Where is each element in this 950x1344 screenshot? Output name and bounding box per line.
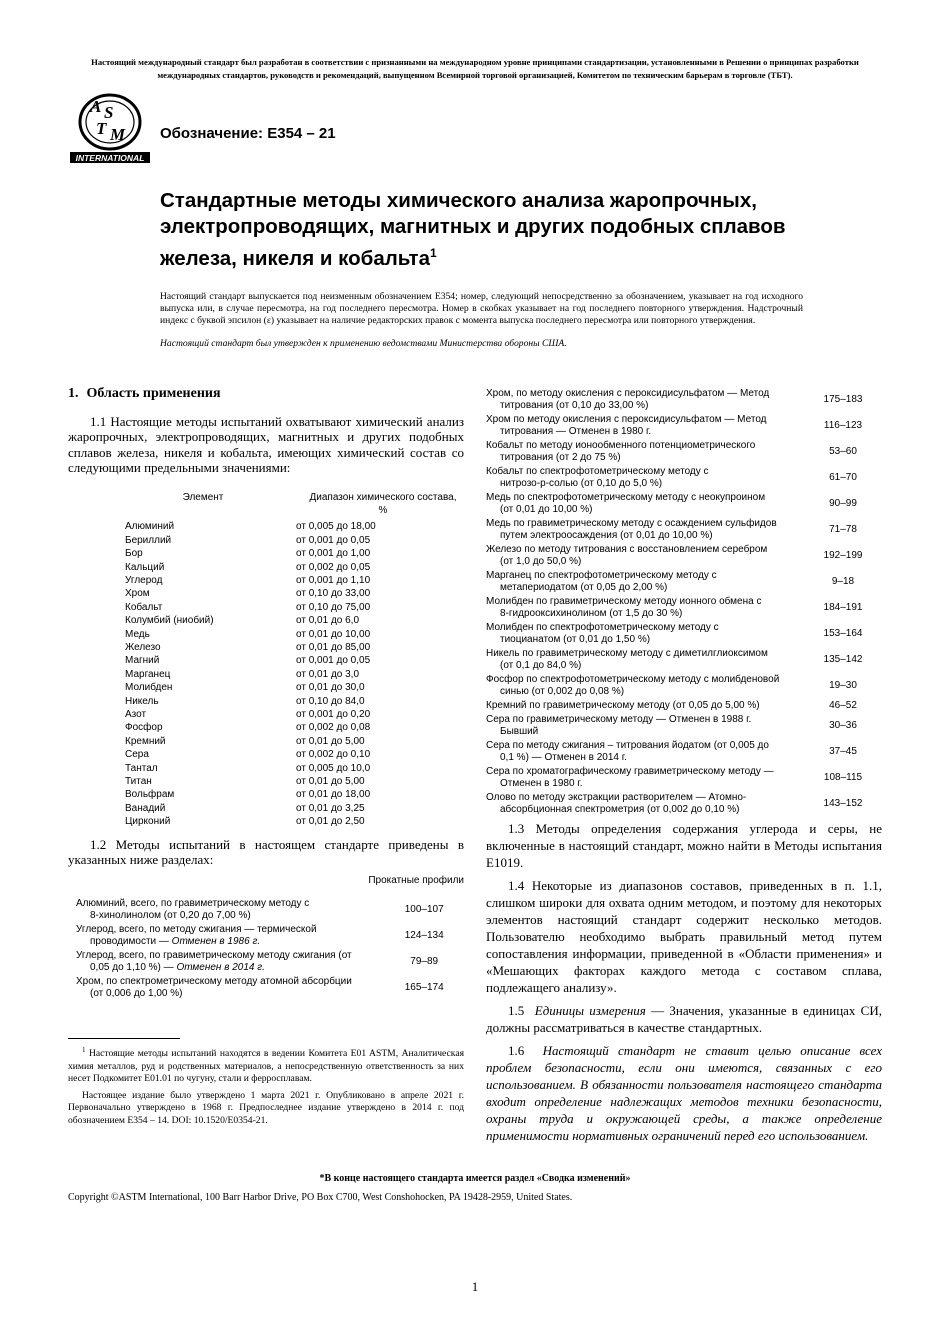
element-range: от 0,01 до 85,00	[296, 641, 371, 653]
method-line-1: Никель по гравиметрическому методу с диметилглиоксимом	[486, 647, 768, 659]
method-row	[486, 766, 882, 790]
method-line-2-text: (от 0,006 до 1,00 %)	[90, 988, 183, 1000]
title-text: Стандартные методы химического анализа жаропрочных, электропроводящих, магнитных и других подобных сплавов железа, никеля и кобальта	[160, 189, 786, 270]
elements-table	[68, 491, 464, 829]
element-row	[68, 721, 464, 734]
logo-letter-a: A	[90, 97, 102, 116]
title-footnote-mark: 1	[430, 246, 437, 260]
element-range: от 0,01 до 10,00	[296, 628, 371, 640]
element-name: Железо	[125, 641, 161, 653]
method-line-1: Хром по методу окисления с пероксидисульфатом — Метод	[486, 413, 767, 425]
method-description	[486, 388, 806, 412]
method-row	[486, 700, 882, 712]
method-line-2-text: 0,05 до 1,10 %) —	[90, 962, 177, 974]
element-range: от 0,001 до 1,00	[296, 548, 371, 560]
method-sections: 46–52	[829, 699, 857, 711]
method-row	[486, 518, 882, 542]
element-name: Титан	[125, 776, 152, 788]
element-name: Бор	[125, 548, 143, 560]
method-line-1: Сера по хроматографическому гравиметрическому методу —	[486, 765, 774, 777]
method-row	[486, 622, 882, 646]
method-description	[68, 924, 384, 948]
method-line-2: метапериодатом (от 0,05 до 2,00 %)	[500, 581, 668, 593]
element-row	[68, 748, 464, 761]
right-paragraphs	[486, 820, 882, 1144]
method-row	[486, 648, 882, 672]
right-column	[486, 388, 882, 1144]
method-line-2: титрования — Отменен в 1980 г.	[500, 426, 652, 438]
method-row	[486, 492, 882, 516]
element-range: от 0,10 до 33,00	[296, 588, 371, 600]
method-line-1: Молибден по гравиметрическому методу ионного обмена с	[486, 595, 762, 607]
element-row	[68, 628, 464, 641]
method-line-2: (от 0,01 до 10,00 %)	[500, 504, 593, 516]
method-line-1: Кобальт по спектрофотометрическому методу с	[486, 465, 709, 477]
method-line-2: 8-гидрооксихинолином (от 1,5 до 30 %)	[500, 607, 683, 619]
method-line-2: путем электроосаждения (от 0,01 до 10,00 %)	[500, 530, 713, 542]
element-range: от 0,01 до 5,00	[296, 776, 365, 788]
footnote-divider	[68, 1038, 180, 1039]
element-row	[68, 802, 464, 815]
footnotes	[68, 1044, 464, 1127]
element-row	[68, 654, 464, 667]
element-range: от 0,001 до 1,10	[296, 574, 371, 586]
methods-table-left	[68, 898, 464, 1000]
method-row	[486, 570, 882, 594]
left-column	[68, 386, 464, 1002]
element-range: от 0,01 до 6,0	[296, 615, 360, 627]
paragraph-1-5-number: 1.5	[508, 1002, 525, 1018]
method-sections: 37–45	[829, 745, 857, 757]
method-line-1: Кобальт по методу ионообменного потенциометрического	[486, 439, 756, 451]
element-range: от 0,01 до 30,0	[296, 682, 365, 694]
footnote-1-text: Настоящие методы испытаний находятся в ведении Комитета E01 ASTM, Аналитическая химия металлов, руд и родственных материалов, а непосредственную ответственность за них несет Подкомитет E01.01 по чугуну, стали и ферросплавам.	[68, 1048, 464, 1085]
method-line-2: титрования (от 0,10 до 33,00 %)	[500, 400, 649, 412]
footnote-1	[68, 1044, 464, 1086]
method-sections: 192–199	[823, 549, 863, 561]
method-description	[486, 714, 806, 738]
method-line-2: абсорбционная спектрометрия (от 0,002 до 0,10 %)	[500, 803, 740, 815]
international-standard-notice: Настоящий международный стандарт был разработан в соответствии с признанными на международном уровне принципами стандартизации, установленными в Решении о принципах разработки международных стандартов, руководств и рекомендаций, выпущенном Всемирной торговой организацией, Комитетом по техническим барьерам в торговле (ТБТ).	[91, 57, 859, 80]
paragraph-1-5	[486, 1002, 882, 1036]
method-sections: 165–174	[404, 982, 444, 994]
method-sections: 9–18	[831, 575, 855, 587]
issue-note-block	[160, 291, 803, 350]
method-sections: 71–78	[829, 523, 857, 535]
logo-letter-s: S	[104, 103, 114, 122]
method-description	[486, 766, 806, 790]
elements-table-header	[68, 491, 464, 518]
paragraph-1-1: 1.1 Настоящие методы испытаний охватывают химический анализ жаропрочных, электропроводящих, магнитных и других подобных сплавов железа, никеля и кобальта, имеющих химический состав со следующими предельными значениями:	[68, 413, 464, 475]
method-status: Отменен в 2014 г.	[176, 962, 265, 974]
paragraph-1-4: 1.4 Некоторые из диапазонов составов, приведенных в п. 1.1, слишком широки для охвата одним методом, и поэтому для некоторых элементов настоящий стандарт содержит несколько методов. Пользователю необходимо выбрать правильный метод путем сопоставления информации, приведенной в «Области применения» и «Мешающих факторах каждого метода с составом сплава, подлежащего анализу».	[486, 877, 882, 995]
element-row	[68, 762, 464, 775]
footnote-2: Настоящее издание было утверждено 1 марта 2021 г. Опубликовано в апреле 2021 г. Первоначально утверждено в 1968 г. Предпоследнее издание утверждено в 2014 г. под обозначением E354 – 14. DOI: 10.1520/E0354-21.	[68, 1089, 464, 1126]
element-range: от 0,002 до 0,08	[296, 722, 371, 734]
method-line-1: Хром, по спектрометрическому методу атомной абсорбции	[76, 976, 352, 988]
issue-note: Настоящий стандарт выпускается под неизменным обозначением E354; номер, следующий непосредственно за обозначением, указывает на год исходного выпуска или, в случае пересмотра, на год последнего пересмотра. Номер в скобках указывает на год последнего повторного утверждения. Надстрочный индекс с буквой эпсилон (ε) указывает на наличие редакторских правок с момента выпуска последнего пересмотра или повторного утверждения.	[160, 291, 803, 327]
method-line-2	[76, 962, 384, 974]
element-name: Никель	[125, 695, 159, 707]
method-description	[68, 950, 384, 974]
method-description	[486, 518, 806, 542]
method-line-1: Сера по гравиметрическому методу — Отменен в 1988 г.	[486, 713, 752, 725]
element-row	[68, 641, 464, 654]
element-name: Молибден	[125, 682, 173, 694]
method-description	[68, 898, 384, 922]
method-row	[68, 898, 464, 922]
range-col-header: Диапазон химического состава, %	[309, 491, 457, 516]
method-line-2-text: проводимости —	[90, 936, 172, 948]
safety-statement: Настоящий стандарт не ставит целью описание всех проблем безопасности, если они имеются, связанных с его использованием. В обязанности пользователя настоящего стандарта входит определение надлежащих методов техники безопасности, охраны труда и окружающей среды, а также определение применимости нормативных ограничений перед его использованием.	[486, 1042, 882, 1143]
element-name: Кремний	[125, 735, 166, 747]
method-row	[68, 976, 464, 1000]
section-title: Область применения	[86, 386, 221, 401]
element-row	[68, 520, 464, 533]
element-row	[68, 815, 464, 828]
copyright: Copyright ©ASTM International, 100 Barr Harbor Drive, PO Box C700, West Conshohocken, PA 19428-2959, United States.	[68, 1192, 573, 1203]
element-row	[68, 587, 464, 600]
element-row	[68, 601, 464, 614]
element-name: Кальций	[125, 561, 165, 573]
designation: Обозначение: E354 – 21	[160, 125, 336, 142]
astm-logo-icon	[66, 92, 154, 164]
logo-letter-t: T	[96, 119, 107, 138]
method-line-2: Бывший	[500, 725, 539, 737]
element-name: Алюминий	[125, 521, 175, 533]
method-line-2: синью (от 0,002 до 0,08 %)	[500, 685, 625, 697]
method-line-2: Отменен в 1980 г.	[500, 777, 583, 789]
method-description	[486, 700, 806, 712]
element-range: от 0,005 до 18,00	[296, 521, 376, 533]
method-description	[486, 674, 806, 698]
elements-col-header: Элемент	[182, 491, 224, 503]
method-description	[486, 792, 806, 816]
section-heading	[68, 386, 464, 402]
method-line-1: Медь по спектрофотометрическому методу с неокупроином	[486, 491, 766, 503]
element-range: от 0,10 до 75,00	[296, 601, 371, 613]
element-row	[68, 668, 464, 681]
element-row	[68, 614, 464, 627]
element-name: Медь	[125, 628, 150, 640]
methods-table-right	[486, 388, 882, 816]
element-range: от 0,002 до 0,10	[296, 749, 371, 761]
method-line-2: тиоцианатом (от 0,01 до 1,50 %)	[500, 633, 651, 645]
element-name: Вольфрам	[125, 789, 175, 801]
element-row	[68, 561, 464, 574]
method-sections: 124–134	[404, 930, 444, 942]
paragraph-1-3: 1.3 Методы определения содержания углерода и серы, не включенные в настоящий стандарт, можно найти в Методы испытания E1019.	[486, 820, 882, 870]
method-description	[486, 492, 806, 516]
method-line-1: Алюминий, всего, по гравиметрическому методу с	[76, 898, 310, 910]
method-row	[486, 440, 882, 464]
method-status: Отменен в 1986 г.	[171, 936, 261, 948]
element-range: от 0,001 до 0,20	[296, 709, 371, 720]
elements-table-body	[68, 520, 464, 828]
page-number: 1	[471, 1279, 479, 1294]
element-range: от 0,01 до 3,25	[296, 802, 365, 814]
element-range: от 0,01 до 3,0	[296, 668, 360, 680]
summary-of-changes-note: *В конце настоящего стандарта имеется раздел «Сводка изменений»	[319, 1173, 631, 1184]
element-range: от 0,01 до 2,50	[296, 816, 365, 828]
element-range: от 0,001 до 0,05	[296, 655, 371, 667]
document-title	[160, 188, 840, 272]
method-sections: 61–70	[829, 472, 857, 483]
element-row	[68, 547, 464, 560]
method-sections: 108–115	[823, 771, 863, 783]
element-name: Марганец	[125, 668, 171, 680]
element-range: от 0,005 до 10,0	[296, 762, 371, 774]
method-sections: 19–30	[829, 679, 857, 691]
method-sections: 100–107	[404, 904, 444, 916]
method-description	[486, 648, 806, 672]
profiles-header: Прокатные профили	[368, 874, 464, 886]
method-sections: 79–89	[410, 956, 439, 968]
logo-international-text: INTERNATIONAL	[75, 153, 145, 163]
method-sections: 30–36	[829, 719, 857, 731]
method-line-1: Молибден по спектрофотометрическому методу с	[486, 621, 719, 633]
section-number: 1.	[68, 386, 79, 401]
paragraph-1-6	[486, 1042, 882, 1144]
astm-logo	[66, 92, 154, 164]
approved-note: Настоящий стандарт был утвержден к применению ведомствами Министерства обороны США.	[160, 337, 567, 349]
method-line-1: Медь по гравиметрическому методу с осаждением сульфидов	[486, 517, 777, 529]
element-range: от 0,01 до 18,00	[296, 789, 371, 801]
footnote-1-mark: 1	[82, 1046, 86, 1054]
method-line-2-text: 8-хинолинолом (от 0,20 до 7,00 %)	[90, 910, 251, 922]
element-name: Фосфор	[125, 722, 163, 734]
element-row	[68, 695, 464, 708]
method-sections: 175–183	[823, 394, 863, 406]
method-description	[486, 466, 806, 490]
method-line-2: 0,1 %) — Отменен в 2014 г.	[500, 751, 627, 763]
element-name: Углерод	[125, 574, 163, 586]
method-row	[486, 388, 882, 412]
paragraph-1-5-text: — Значения, указанные в единицах СИ, должны рассматриваться в качестве стандартных.	[486, 1002, 882, 1035]
method-sections: 53–60	[829, 446, 857, 458]
element-name: Ванадий	[125, 802, 166, 814]
method-line-2: (от 1,0 до 50,0 %)	[500, 556, 582, 567]
method-description	[486, 544, 806, 568]
method-sections: 153–164	[823, 627, 863, 639]
method-row	[486, 740, 882, 764]
element-row	[68, 788, 464, 801]
method-row	[486, 414, 882, 438]
method-row	[68, 924, 464, 948]
method-line-1: Кремний по гравиметрическому методу (от 0,05 до 5,00 %)	[486, 699, 760, 711]
element-range: от 0,001 до 0,05	[296, 534, 371, 546]
element-name: Тантал	[125, 762, 158, 774]
element-name: Бериллий	[125, 534, 172, 546]
method-line-1: Фосфор по спектрофотометрическому методу с молибденовой	[486, 673, 780, 685]
logo-letter-m: M	[110, 125, 126, 144]
method-line-2: титрования (от 2 до 75 %)	[500, 452, 621, 464]
paragraph-1-2: 1.2 Методы испытаний в настоящем стандарте приведены в указанных ниже разделах:	[68, 836, 464, 868]
method-description	[486, 622, 806, 646]
method-description	[486, 570, 806, 594]
element-name: Кобальт	[125, 601, 163, 613]
method-description	[486, 740, 806, 764]
units-term: Единицы измерения	[534, 1002, 646, 1018]
method-row	[486, 596, 882, 620]
method-sections: 90–99	[829, 497, 857, 509]
method-sections: 135–142	[823, 653, 863, 665]
element-name: Колумбий (ниобий)	[125, 615, 214, 627]
element-name: Азот	[125, 709, 147, 720]
element-name: Хром	[125, 588, 150, 600]
method-description	[68, 976, 384, 1000]
method-sections: 184–191	[823, 601, 863, 613]
element-row	[68, 681, 464, 694]
method-line-1: Сера по методу сжигания – титрования йодатом (от 0,005 до	[486, 739, 769, 751]
method-sections: 116–123	[823, 420, 863, 432]
method-description	[486, 596, 806, 620]
element-name: Цирконий	[125, 816, 171, 828]
paragraph-1-6-number: 1.6	[508, 1042, 525, 1058]
element-row	[68, 534, 464, 547]
method-line-2	[76, 988, 384, 1000]
element-range: от 0,002 до 0,05	[296, 561, 371, 573]
method-description	[486, 414, 806, 438]
method-line-1: Олово по методу экстракции растворителем — Атомно-	[486, 791, 747, 803]
element-name: Сера	[125, 749, 149, 761]
method-line-1: Углерод, всего, по методу сжигания — термической	[76, 924, 317, 936]
element-row	[68, 775, 464, 788]
method-line-2	[76, 936, 384, 948]
method-line-2	[76, 910, 384, 922]
method-row	[68, 950, 464, 974]
method-row	[486, 674, 882, 698]
method-line-2: (от 0,1 до 84,0 %)	[500, 659, 582, 671]
method-line-1: Железо по методу титрования с восстановлением серебром	[486, 543, 768, 555]
element-row	[68, 574, 464, 587]
method-line-2: нитрозо-р-солью (от 0,10 до 5,0 %)	[500, 478, 663, 490]
method-line-1: Марганец по спектрофотометрическому методу с	[486, 569, 717, 581]
method-row	[486, 714, 882, 738]
method-row	[486, 466, 882, 490]
element-row	[68, 735, 464, 748]
method-description	[486, 440, 806, 464]
method-sections: 143–152	[823, 797, 863, 809]
element-range: от 0,10 до 84,0	[296, 695, 365, 707]
method-row	[486, 544, 882, 568]
element-row	[68, 708, 464, 721]
element-range: от 0,01 до 5,00	[296, 735, 365, 747]
method-row	[486, 792, 882, 816]
element-name: Магний	[125, 655, 160, 667]
method-line-1: Хром, по методу окисления с пероксидисульфатом — Метод	[486, 388, 770, 399]
method-line-1: Углерод, всего, по гравиметрическому методу сжигания (от	[76, 950, 352, 962]
